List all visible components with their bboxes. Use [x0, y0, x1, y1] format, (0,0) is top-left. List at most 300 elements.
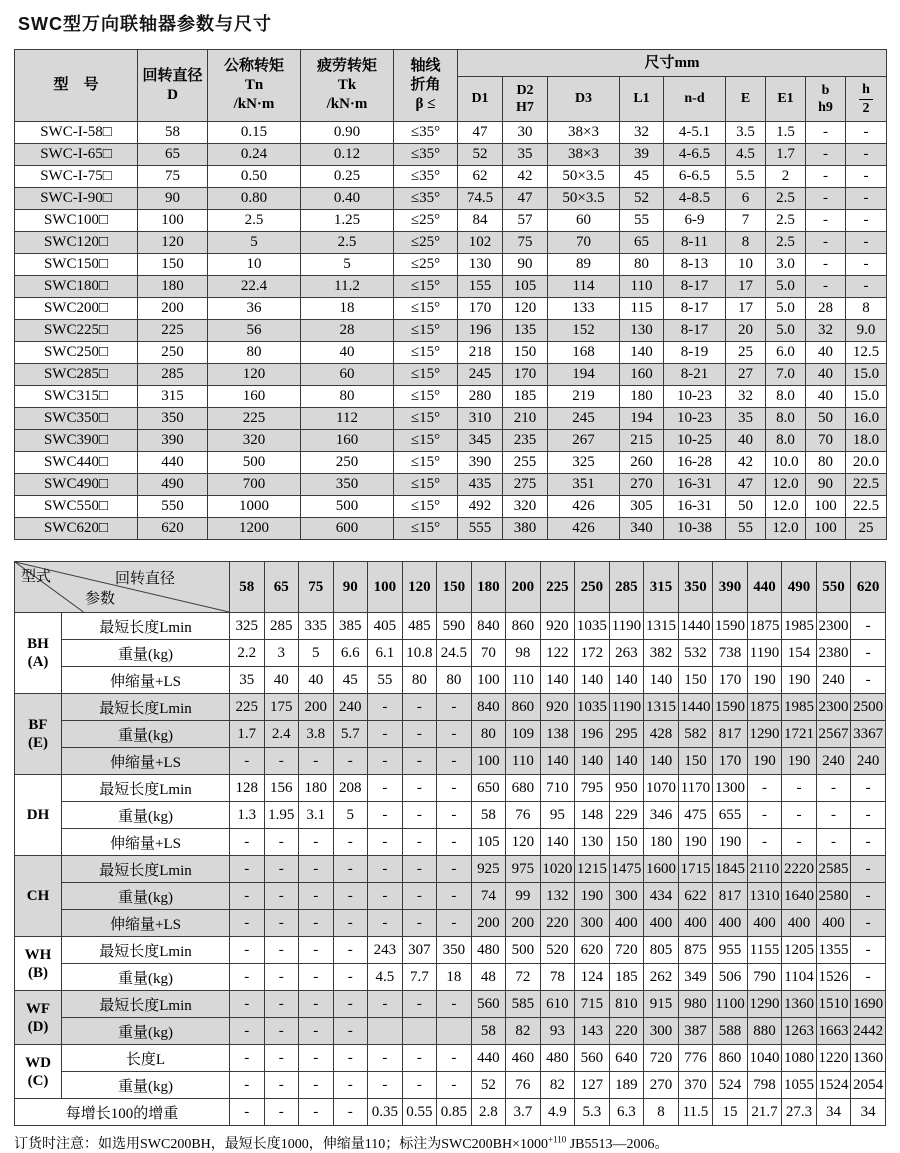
value-cell: - [299, 910, 334, 937]
table-row [15, 748, 886, 775]
value-cell: 50 [806, 408, 846, 430]
value-cell: - [402, 775, 437, 802]
value-cell: 150 [138, 254, 208, 276]
value-cell: 58 [138, 122, 208, 144]
corner-header-cell [15, 562, 230, 613]
table-row [15, 721, 886, 748]
value-cell: 9.0 [846, 320, 887, 342]
value-cell: 4.5 [726, 144, 766, 166]
value-cell: 350 [138, 408, 208, 430]
value-cell: ≤15° [394, 342, 458, 364]
value-cell: - [806, 144, 846, 166]
value-cell: 40 [726, 430, 766, 452]
value-cell: 1035 [575, 694, 610, 721]
table-row [15, 856, 886, 883]
value-cell: ≤15° [394, 386, 458, 408]
value-cell: 10-38 [664, 518, 726, 540]
value-cell: 189 [609, 1072, 644, 1099]
value-cell: 8-17 [664, 320, 726, 342]
value-cell: 262 [644, 964, 679, 991]
param-label: 重量(kg) [62, 964, 230, 991]
value-cell: 170 [503, 364, 548, 386]
value-cell: 80 [208, 342, 301, 364]
value-cell: - [402, 694, 437, 721]
value-cell: 1.95 [264, 802, 299, 829]
value-cell: 480 [540, 1045, 575, 1072]
order-note-text: 订货时注意：如选用SWC200BH，最短长度1000，伸缩量110；标注为SWC200BH×1000 [14, 1137, 548, 1152]
diameter-col-header: 350 [678, 562, 713, 613]
value-cell: 405 [368, 613, 403, 640]
value-cell: 200 [471, 910, 506, 937]
value-cell: 22.5 [846, 474, 887, 496]
value-cell: - [806, 232, 846, 254]
value-cell: 7 [726, 210, 766, 232]
value-cell: 720 [609, 937, 644, 964]
param-label: 最短长度Lmin [62, 856, 230, 883]
value-cell: 105 [503, 276, 548, 298]
value-cell: 24.5 [437, 640, 472, 667]
value-cell: - [264, 856, 299, 883]
value-cell: 200 [506, 910, 541, 937]
value-cell: 1875 [747, 613, 782, 640]
param-label: 重量(kg) [62, 721, 230, 748]
model-cell: SWC100□ [15, 210, 138, 232]
value-cell: 915 [644, 991, 679, 1018]
value-cell: - [230, 1099, 265, 1126]
value-cell: 270 [620, 474, 664, 496]
value-cell: - [299, 1045, 334, 1072]
table-row [15, 829, 886, 856]
value-cell: 140 [540, 748, 575, 775]
value-cell: 400 [644, 910, 679, 937]
param-label: 最短长度Lmin [62, 694, 230, 721]
value-cell: - [402, 748, 437, 775]
value-cell: 532 [678, 640, 713, 667]
value-cell: 8-21 [664, 364, 726, 386]
value-cell: 42 [726, 452, 766, 474]
value-cell: - [264, 883, 299, 910]
value-cell: 32 [620, 122, 664, 144]
value-cell: 80 [301, 386, 394, 408]
col-header-model: 型 号 [15, 50, 138, 122]
value-cell: 16-31 [664, 474, 726, 496]
value-cell: 120 [506, 829, 541, 856]
value-cell: 70 [548, 232, 620, 254]
dim-col-header-line: n-d [684, 91, 705, 107]
value-cell: 28 [301, 320, 394, 342]
value-cell: 99 [506, 883, 541, 910]
value-cell: 175 [264, 694, 299, 721]
value-cell: - [368, 775, 403, 802]
value-cell: 5.0 [766, 320, 806, 342]
order-note [14, 1133, 886, 1153]
value-cell: 76 [506, 802, 541, 829]
value-cell: - [846, 122, 887, 144]
type-label [15, 937, 62, 991]
table-row [15, 364, 887, 386]
value-cell: - [846, 232, 887, 254]
value-cell: 2.5 [766, 210, 806, 232]
value-cell: - [264, 991, 299, 1018]
value-cell: 100 [471, 667, 506, 694]
value-cell: 27 [726, 364, 766, 386]
value-cell: 16-31 [664, 496, 726, 518]
value-cell: 170 [713, 667, 748, 694]
value-cell: 840 [471, 613, 506, 640]
value-cell: - [851, 856, 886, 883]
value-cell: 2500 [851, 694, 886, 721]
dim-col-header-line: E1 [777, 91, 794, 107]
value-cell: 1.5 [766, 122, 806, 144]
value-cell: - [299, 991, 334, 1018]
value-cell: 155 [458, 276, 503, 298]
dim-col-header-line: 2 [862, 100, 870, 116]
value-cell: 8-17 [664, 298, 726, 320]
value-cell: - [230, 937, 265, 964]
table-row [15, 122, 887, 144]
value-cell: 15.0 [846, 364, 887, 386]
value-cell: 34 [816, 1099, 851, 1126]
diameter-col-header: 440 [747, 562, 782, 613]
value-cell: - [402, 802, 437, 829]
value-cell: 860 [713, 1045, 748, 1072]
value-cell: 250 [138, 342, 208, 364]
model-cell: SWC-I-75□ [15, 166, 138, 188]
value-cell: 1020 [540, 856, 575, 883]
value-cell: 32 [806, 320, 846, 342]
value-cell: - [402, 1072, 437, 1099]
value-cell: 3.0 [766, 254, 806, 276]
value-cell: 57 [503, 210, 548, 232]
value-cell: - [230, 1018, 265, 1045]
value-cell: 225 [230, 694, 265, 721]
value-cell: 200 [299, 694, 334, 721]
value-cell: 590 [437, 613, 472, 640]
value-cell: 817 [713, 721, 748, 748]
model-cell: SWC620□ [15, 518, 138, 540]
model-cell: SWC285□ [15, 364, 138, 386]
value-cell: 150 [609, 829, 644, 856]
value-cell: 3.8 [299, 721, 334, 748]
value-cell: - [437, 991, 472, 1018]
table-row [15, 694, 886, 721]
value-cell: 263 [609, 640, 644, 667]
value-cell: 196 [575, 721, 610, 748]
table-row [15, 964, 886, 991]
value-cell: 194 [620, 408, 664, 430]
value-cell: - [806, 188, 846, 210]
value-cell: 710 [540, 775, 575, 802]
type-label-line: (E) [28, 735, 48, 751]
value-cell: 434 [644, 883, 679, 910]
type-label-line: BH [27, 636, 49, 652]
dimensions-table [14, 49, 887, 540]
value-cell: 1985 [782, 613, 817, 640]
value-cell: 400 [782, 910, 817, 937]
value-cell: ≤25° [394, 232, 458, 254]
table-row [15, 320, 887, 342]
value-cell: 80 [806, 452, 846, 474]
value-cell: 10-25 [664, 430, 726, 452]
value-cell: 700 [208, 474, 301, 496]
type-label-line: BF [28, 717, 48, 733]
value-cell: 955 [713, 937, 748, 964]
value-cell: 350 [301, 474, 394, 496]
value-cell: - [264, 937, 299, 964]
value-cell: - [747, 775, 782, 802]
value-cell: 370 [678, 1072, 713, 1099]
value-cell: - [264, 1099, 299, 1126]
value-cell: 1190 [609, 694, 644, 721]
value-cell: 2567 [816, 721, 851, 748]
value-cell: 240 [851, 748, 886, 775]
value-cell: 560 [575, 1045, 610, 1072]
param-label: 重量(kg) [62, 802, 230, 829]
model-cell: SWC550□ [15, 496, 138, 518]
value-cell: 122 [540, 640, 575, 667]
value-cell: - [806, 166, 846, 188]
value-cell: 1360 [782, 991, 817, 1018]
value-cell: 27.3 [782, 1099, 817, 1126]
diameter-col-header: 65 [264, 562, 299, 613]
diameter-col-header: 315 [644, 562, 679, 613]
value-cell: 35 [503, 144, 548, 166]
value-cell: 74 [471, 883, 506, 910]
value-cell: 10.0 [766, 452, 806, 474]
value-cell: 4-6.5 [664, 144, 726, 166]
value-cell: 200 [138, 298, 208, 320]
type-label-line: (C) [27, 1072, 49, 1089]
value-cell: 390 [458, 452, 503, 474]
value-cell: - [851, 910, 886, 937]
table-row [15, 937, 886, 964]
value-cell: 555 [458, 518, 503, 540]
value-cell: 920 [540, 613, 575, 640]
value-cell: 28 [806, 298, 846, 320]
value-cell: 245 [458, 364, 503, 386]
value-cell: 2300 [816, 694, 851, 721]
value-cell: 160 [208, 386, 301, 408]
value-cell: - [806, 122, 846, 144]
value-cell: - [437, 829, 472, 856]
type-label [15, 1045, 62, 1099]
value-cell: 351 [548, 474, 620, 496]
value-cell: 0.90 [301, 122, 394, 144]
value-cell: - [264, 829, 299, 856]
value-cell: 220 [540, 910, 575, 937]
model-cell: SWC180□ [15, 276, 138, 298]
dim-col-header-line: E [740, 91, 751, 107]
value-cell: - [851, 964, 886, 991]
value-cell: 12.0 [766, 474, 806, 496]
value-cell: 1590 [713, 694, 748, 721]
value-cell: 3.5 [726, 122, 766, 144]
value-cell: 622 [678, 883, 713, 910]
value-cell: 817 [713, 883, 748, 910]
value-cell: - [299, 883, 334, 910]
value-cell: 2.5 [208, 210, 301, 232]
value-cell: 715 [575, 991, 610, 1018]
value-cell: 6 [726, 188, 766, 210]
value-cell: 140 [609, 667, 644, 694]
value-cell: 270 [644, 1072, 679, 1099]
value-cell: 307 [402, 937, 437, 964]
param-label: 重量(kg) [62, 883, 230, 910]
value-cell: - [851, 667, 886, 694]
value-cell: 490 [138, 474, 208, 496]
value-cell: 152 [548, 320, 620, 342]
value-cell: 20 [726, 320, 766, 342]
value-cell: - [747, 829, 782, 856]
value-cell: 16-28 [664, 452, 726, 474]
table-row [15, 1018, 886, 1045]
value-cell: 2.4 [264, 721, 299, 748]
value-cell: 8 [644, 1099, 679, 1126]
value-cell: 4.9 [540, 1099, 575, 1126]
value-cell: 387 [678, 1018, 713, 1045]
value-cell: - [402, 721, 437, 748]
value-cell: 2.5 [766, 188, 806, 210]
value-cell: 1205 [782, 937, 817, 964]
value-cell: - [806, 210, 846, 232]
value-cell: 1104 [782, 964, 817, 991]
value-cell: 80 [437, 667, 472, 694]
value-cell: 0.12 [301, 144, 394, 166]
value-cell: ≤15° [394, 518, 458, 540]
value-cell: 127 [575, 1072, 610, 1099]
type-label [15, 991, 62, 1045]
type-label [15, 775, 62, 856]
value-cell: 115 [620, 298, 664, 320]
value-cell: - [333, 748, 368, 775]
value-cell: 2580 [816, 883, 851, 910]
value-cell: 3.1 [299, 802, 334, 829]
value-cell: 128 [230, 775, 265, 802]
diameter-col-header: 285 [609, 562, 644, 613]
value-cell: 0.40 [301, 188, 394, 210]
value-cell: 130 [620, 320, 664, 342]
param-label: 重量(kg) [62, 1018, 230, 1045]
value-cell: 58 [471, 802, 506, 829]
value-cell: - [846, 210, 887, 232]
value-cell: 1360 [851, 1045, 886, 1072]
value-cell: 305 [620, 496, 664, 518]
dim-col-header [458, 77, 503, 122]
value-cell: 6.3 [609, 1099, 644, 1126]
value-cell: 48 [471, 964, 506, 991]
dim-col-header [664, 77, 726, 122]
value-cell: 7.0 [766, 364, 806, 386]
order-note-superscript: +110 [547, 1134, 567, 1145]
value-cell: 300 [644, 1018, 679, 1045]
value-cell: ≤35° [394, 144, 458, 166]
value-cell: 5 [333, 802, 368, 829]
value-cell [437, 1018, 472, 1045]
value-cell: - [333, 1018, 368, 1045]
value-cell: 215 [620, 430, 664, 452]
param-label: 最短长度Lmin [62, 775, 230, 802]
value-cell: - [230, 829, 265, 856]
value-cell: - [299, 1018, 334, 1045]
value-cell: 1440 [678, 613, 713, 640]
value-cell: 880 [747, 1018, 782, 1045]
type-label-line: WH [24, 946, 52, 963]
value-cell: 75 [503, 232, 548, 254]
value-cell: 640 [609, 1045, 644, 1072]
value-cell: 655 [713, 802, 748, 829]
value-cell: 138 [540, 721, 575, 748]
value-cell: 82 [506, 1018, 541, 1045]
value-cell: 980 [678, 991, 713, 1018]
value-cell: 190 [782, 667, 817, 694]
value-cell: 40 [806, 364, 846, 386]
value-cell: - [333, 1099, 368, 1126]
value-cell: - [402, 883, 437, 910]
value-cell: 120 [503, 298, 548, 320]
value-cell: 190 [678, 829, 713, 856]
value-cell: 114 [548, 276, 620, 298]
dim-col-header [620, 77, 664, 122]
value-cell: - [333, 829, 368, 856]
table-row [15, 298, 887, 320]
value-cell: 15.0 [846, 386, 887, 408]
value-cell: 124 [575, 964, 610, 991]
value-cell: 110 [506, 667, 541, 694]
value-cell: 0.50 [208, 166, 301, 188]
diameter-col-header: 250 [575, 562, 610, 613]
value-cell: - [299, 937, 334, 964]
value-cell: 4-8.5 [664, 188, 726, 210]
value-cell: 72 [506, 964, 541, 991]
value-cell: 65 [138, 144, 208, 166]
diameter-col-header: 490 [782, 562, 817, 613]
value-cell: 140 [575, 748, 610, 775]
table-row [15, 667, 886, 694]
value-cell: - [851, 613, 886, 640]
value-cell: - [437, 883, 472, 910]
col-header-fatigue-torque: 疲劳转矩 Tk /kN·m [301, 50, 394, 122]
value-cell: 58 [471, 1018, 506, 1045]
dim-col-header-line: H7 [516, 100, 534, 115]
value-cell: 190 [782, 748, 817, 775]
value-cell: 82 [540, 1072, 575, 1099]
value-cell: 1200 [208, 518, 301, 540]
value-cell: - [402, 856, 437, 883]
param-label: 伸缩量+LS [62, 829, 230, 856]
value-cell: 12.0 [766, 496, 806, 518]
value-cell: - [437, 775, 472, 802]
value-cell: 150 [503, 342, 548, 364]
model-cell: SWC440□ [15, 452, 138, 474]
value-cell: 8-19 [664, 342, 726, 364]
value-cell: 1070 [644, 775, 679, 802]
value-cell: 74.5 [458, 188, 503, 210]
value-cell: - [230, 883, 265, 910]
table-row [15, 452, 887, 474]
value-cell: 50×3.5 [548, 188, 620, 210]
model-cell: SWC-I-65□ [15, 144, 138, 166]
value-cell: 5.0 [766, 276, 806, 298]
value-cell: 80 [402, 667, 437, 694]
value-cell: 143 [575, 1018, 610, 1045]
value-cell: 585 [506, 991, 541, 1018]
value-cell: ≤25° [394, 210, 458, 232]
value-cell: 105 [471, 829, 506, 856]
value-cell: 20.0 [846, 452, 887, 474]
value-cell: 8.0 [766, 408, 806, 430]
value-cell: 1315 [644, 694, 679, 721]
value-cell: - [782, 829, 817, 856]
